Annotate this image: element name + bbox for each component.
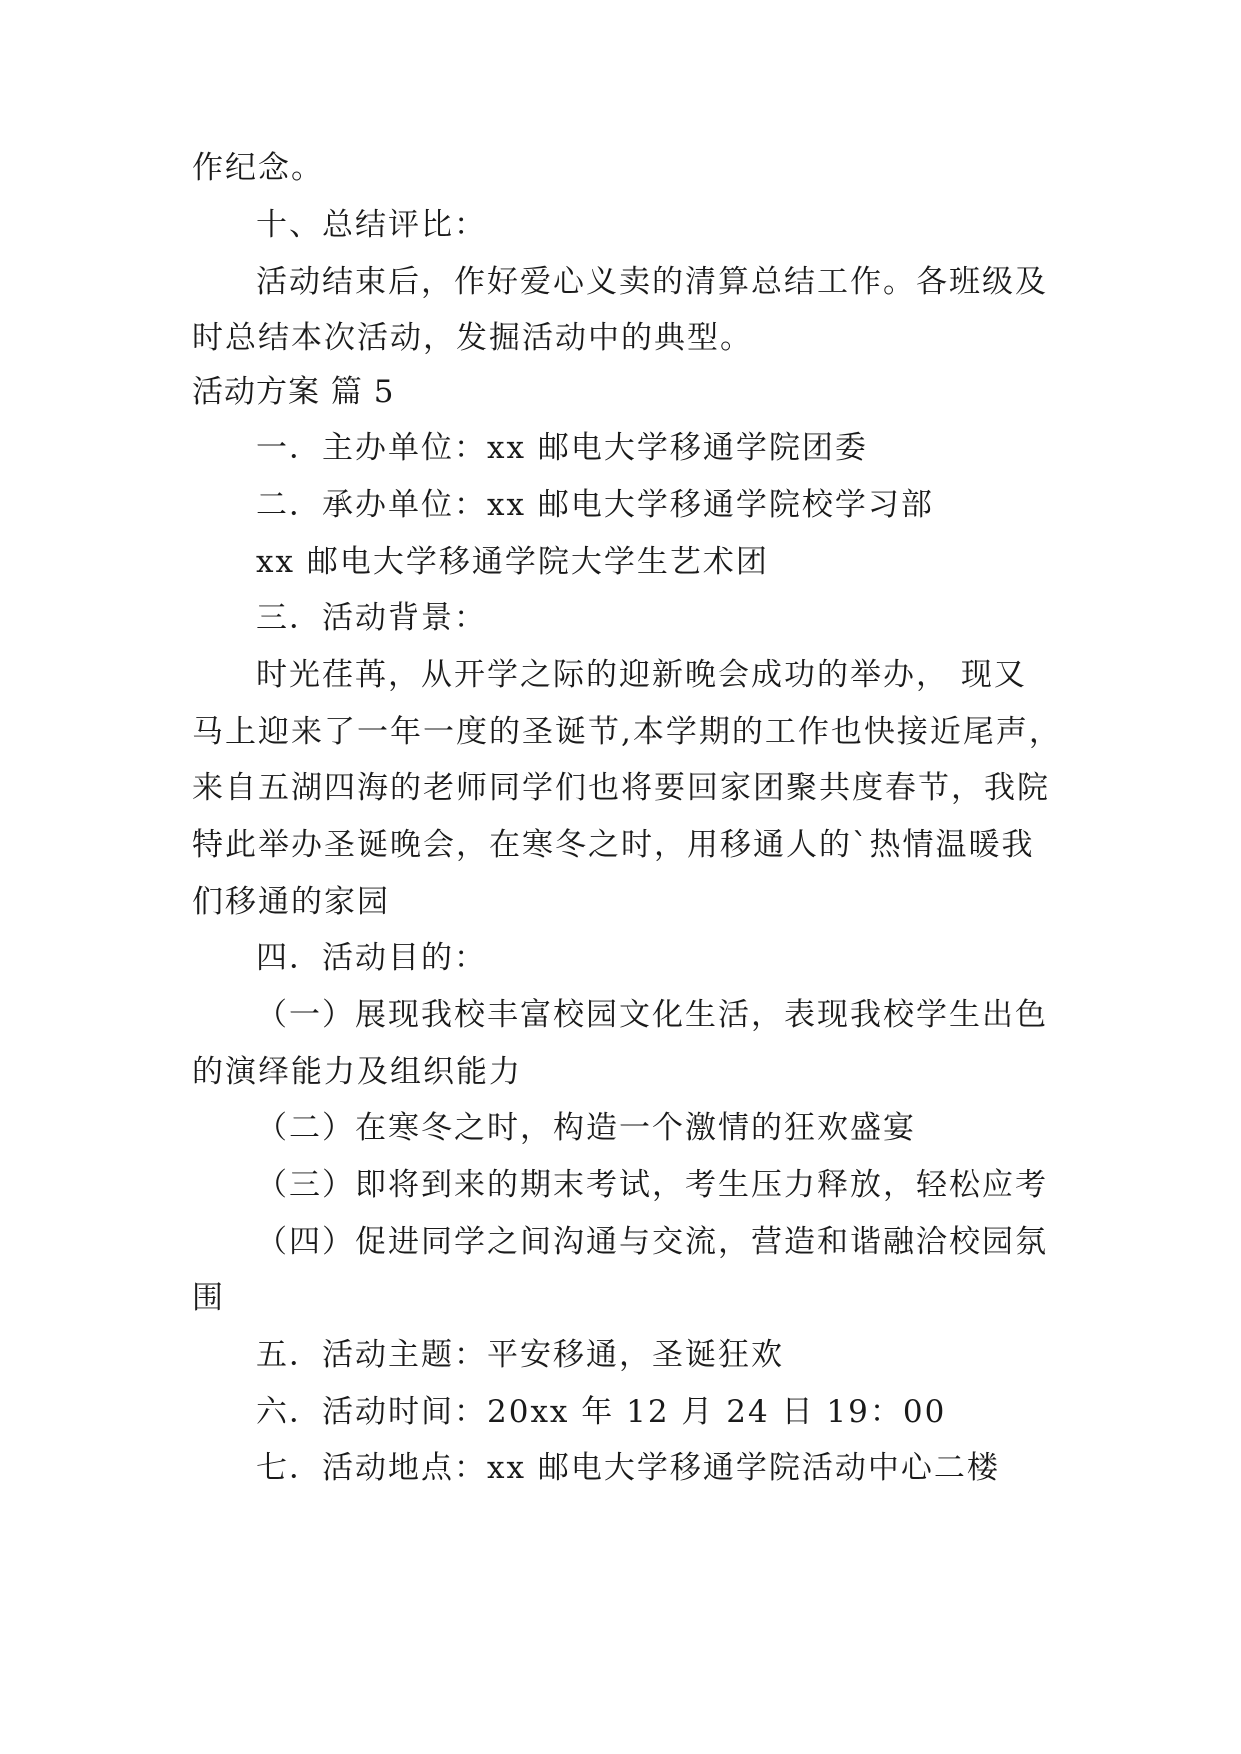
list-item: （二）在寒冬之时，构造一个激情的狂欢盛宴 <box>256 1110 916 1146</box>
list-item: （三）即将到来的期末考试，考生压力释放，轻松应考 <box>256 1167 1048 1203</box>
text-line: 们移通的家园 <box>192 884 390 920</box>
section-heading: 三．活动背景： <box>256 600 487 636</box>
section-heading: 一．主办单位：xx 邮电大学移通学院团委 <box>256 430 868 466</box>
section-heading: 五．活动主题：平安移通，圣诞狂欢 <box>256 1337 784 1373</box>
text-line: 来自五湖四海的老师同学们也将要回家团聚共度春节，我院 <box>192 770 1050 806</box>
section-heading: 六．活动时间：20xx 年 12 月 24 日 19：00 <box>256 1394 947 1430</box>
section-heading: 四．活动目的： <box>256 940 487 976</box>
text-line: 时总结本次活动，发掘活动中的典型。 <box>192 320 753 356</box>
section-heading: 十、总结评比： <box>256 207 487 243</box>
list-item: （一）展现我校丰富校园文化生活，表现我校学生出色 <box>256 997 1048 1033</box>
text-line: 时光荏苒，从开学之际的迎新晚会成功的举办， 现又 <box>256 657 1027 693</box>
text-line: 马上迎来了一年一度的圣诞节,本学期的工作也快接近尾声， <box>192 714 1062 750</box>
section-heading: 七．活动地点：xx 邮电大学移通学院活动中心二楼 <box>256 1450 1000 1486</box>
text-line: 围 <box>192 1280 225 1316</box>
text-line: 的演绎能力及组织能力 <box>192 1054 522 1090</box>
text-line: 作纪念。 <box>192 150 324 186</box>
list-item: （四）促进同学之间沟通与交流，营造和谐融洽校园氛 <box>256 1224 1048 1260</box>
text-line: 特此举办圣诞晚会，在寒冬之时，用移通人的`热情温暖我 <box>192 827 1035 863</box>
plan-title: 活动方案 篇 5 <box>192 374 395 410</box>
section-heading: 二．承办单位：xx 邮电大学移通学院校学习部 <box>256 487 934 523</box>
text-line: 活动结束后，作好爱心义卖的清算总结工作。各班级及 <box>256 264 1048 300</box>
text-line: xx 邮电大学移通学院大学生艺术团 <box>256 544 769 580</box>
